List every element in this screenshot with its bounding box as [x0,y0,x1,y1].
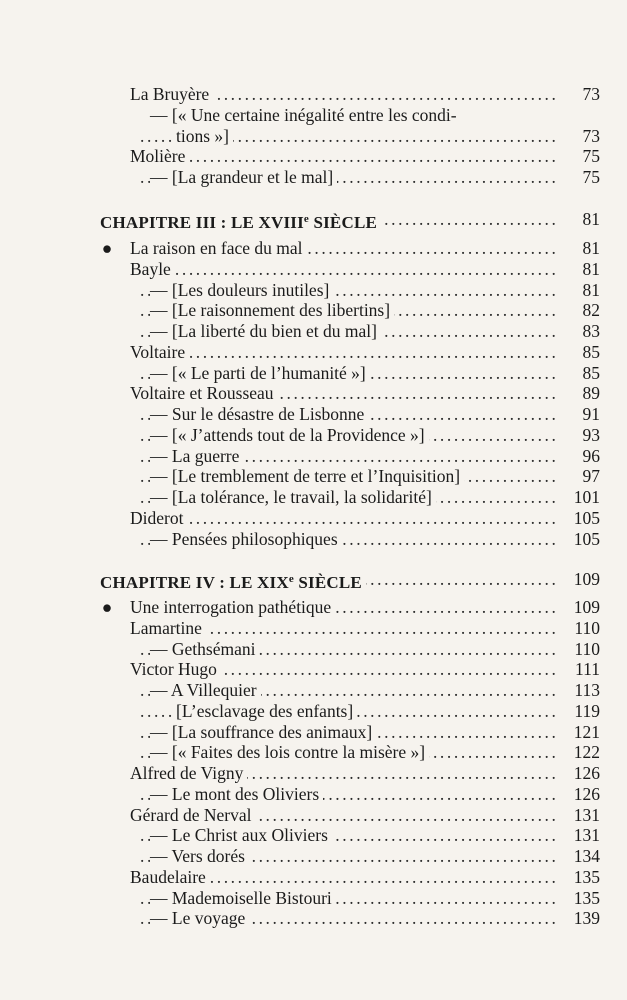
toc-entry[interactable] [100,321,600,342]
toc-entry-label: Gérard de Nerval [130,805,255,826]
toc-entry-label: — [La tolérance, le travail, la solidarité] [150,487,436,508]
toc-entry[interactable] [100,784,600,805]
toc-entry-label: La raison en face du mal [130,238,307,259]
toc-entry-label: — [Le raisonnement des libertins] [150,300,394,321]
toc-entry-page: 85 [560,363,600,384]
toc-entry[interactable] [100,508,600,529]
toc-entry-page: 110 [560,639,600,660]
toc-entry-page: 121 [560,722,600,743]
toc-entry[interactable] [100,763,600,784]
toc-entry-page: 75 [560,167,600,188]
toc-entry-label: — [« Une certaine inégalité entre les condi- [150,105,461,126]
toc-entry-page: 109 [560,597,600,618]
chapter-4-title-end: SIÈCLE [293,573,362,592]
chapter-3-title: CHAPITRE III : LE XVIII [100,213,304,232]
toc-entry-label: — La guerre [150,446,243,467]
toc-entry-page: 126 [560,763,600,784]
toc-entry[interactable] [100,529,600,550]
chapter-4-title: CHAPITRE IV : LE XIX [100,573,289,592]
toc-entry[interactable] [100,84,600,105]
toc-entry-label: — Le mont des Oliviers [150,784,323,805]
toc-entry-label: — [La grandeur et le mal] [150,167,337,188]
toc-entry[interactable] [100,238,600,259]
toc-entry-label: Diderot [130,508,187,529]
toc-entry-page: 122 [560,742,600,763]
toc-section-seventeenth-century [100,84,600,188]
toc-entry-page: 81 [560,280,600,301]
bullet-icon: ● [101,597,113,617]
chapter-4-heading-block [100,569,600,590]
toc-entry-page: 75 [560,146,600,167]
toc-entry-label: Une interrogation pathétique [130,597,335,618]
toc-entry-label: Voltaire [130,342,189,363]
toc-entry-page: 91 [560,404,600,425]
toc-entry-page: 96 [560,446,600,467]
toc-entry-label: — Mademoiselle Bistouri [150,888,336,909]
toc-entry-page: 73 [560,84,600,105]
chapter-4-page: 109 [560,569,600,590]
toc-entry-label: [L’esclavage des enfants] [176,701,357,722]
chapter-4-heading[interactable] [100,569,600,590]
toc-entry-label: — [« Faites des lois contre la misère »] [150,742,429,763]
toc-entry[interactable] [100,659,600,680]
chapter-3-page: 81 [560,209,600,230]
chapter-3-title-superscript: e [303,213,310,225]
toc-entry-label: — [Le tremblement de terre et l’Inquisition] [150,466,464,487]
toc-entry-page: 82 [560,300,600,321]
toc-entry-label: tions »] [176,126,233,147]
toc-entry-label: — Vers dorés [150,846,249,867]
toc-entry-label: La Bruyère [130,84,213,105]
toc-entry-page: 113 [560,680,600,701]
dot-leader [140,259,556,280]
toc-entry-label: Baudelaire [130,867,210,888]
toc-entry-page: 111 [560,659,600,680]
toc-entry-page: 131 [560,805,600,826]
toc-section-chapter-3 [100,238,600,549]
toc-entry-page: 97 [560,466,600,487]
toc-entry[interactable] [100,722,600,743]
toc-entry[interactable] [100,742,600,763]
toc-entry[interactable] [100,825,600,846]
toc-entry-label: Alfred de Vigny [130,763,247,784]
toc-entry-page: 85 [560,342,600,363]
chapter-3-title-end: SIÈCLE [309,213,378,232]
toc-entry-page: 110 [560,618,600,639]
toc-entry[interactable] [100,126,600,147]
toc-entry-label: Bayle [130,259,175,280]
toc-entry-label: Victor Hugo [130,659,221,680]
toc-entry[interactable] [100,404,600,425]
toc-entry-page: 135 [560,867,600,888]
toc-entry-page: 105 [560,529,600,550]
dot-leader [140,146,556,167]
toc-entry[interactable] [100,618,600,639]
toc-entry[interactable] [100,342,600,363]
toc-entry-label: — Le voyage [150,908,249,929]
toc-entry-page: 139 [560,908,600,929]
toc-entry-page: 105 [560,508,600,529]
toc-entry[interactable] [100,363,600,384]
dot-leader [140,342,556,363]
toc-entry[interactable] [100,466,600,487]
toc-entry-label: — Le Christ aux Oliviers [150,825,332,846]
toc-entry[interactable] [100,280,600,301]
toc-entry-label: — Pensées philosophiques [150,529,342,550]
toc-entry-page: 73 [560,126,600,147]
toc-entry-label: — [La liberté du bien et du mal] [150,321,381,342]
toc-entry[interactable] [100,846,600,867]
toc-entry-label: — [Les douleurs inutiles] [150,280,333,301]
toc-entry-label: Lamartine [130,618,206,639]
toc-entry[interactable] [100,680,600,701]
toc-entry-page: 81 [560,259,600,280]
toc-entry[interactable] [100,300,600,321]
toc-entry-label: — [La souffrance des animaux] [150,722,376,743]
toc-entry-label: — A Villequier [150,680,261,701]
chapter-3-heading-block [100,209,600,230]
toc-entry[interactable] [100,888,600,909]
toc-entry[interactable] [100,425,600,446]
toc-entry[interactable] [100,487,600,508]
toc-entry-label: — Gethsémani [150,639,259,660]
dot-leader [140,508,556,529]
toc-entry-label: Molière [130,146,189,167]
toc-entry[interactable] [100,639,600,660]
toc-entry-page: 131 [560,825,600,846]
toc-section-chapter-4 [100,597,600,929]
toc-entry[interactable] [100,146,600,167]
toc-entry-page: 101 [560,487,600,508]
toc-entry-page: 89 [560,383,600,404]
toc-entry[interactable] [100,383,600,404]
toc-entry-label: — [« Le parti de l’humanité »] [150,363,370,384]
toc-entry-label: — Sur le désastre de Lisbonne [150,404,368,425]
toc-entry[interactable] [100,867,600,888]
toc-entry[interactable] [100,105,600,126]
toc-entry-page: 134 [560,846,600,867]
toc-entry[interactable] [100,446,600,467]
toc-entry[interactable] [100,805,600,826]
chapter-3-heading[interactable] [100,209,600,230]
toc-entry[interactable] [100,701,600,722]
bullet-icon: ● [101,238,113,258]
toc-entry-label: Voltaire et Rousseau [130,383,278,404]
toc-entry-page: 93 [560,425,600,446]
chapter-4-title-superscript: e [288,573,294,585]
toc-entry[interactable] [100,259,600,280]
toc-entry-page: 81 [560,238,600,259]
toc-entry-page: 119 [560,701,600,722]
toc-entry[interactable] [100,597,600,618]
toc-entry[interactable] [100,908,600,929]
toc-entry[interactable] [100,167,600,188]
toc-entry-label: — [« J’attends tout de la Providence »] [150,425,429,446]
toc-entry-page: 126 [560,784,600,805]
toc-entry-page: 135 [560,888,600,909]
toc-entry-page: 83 [560,321,600,342]
